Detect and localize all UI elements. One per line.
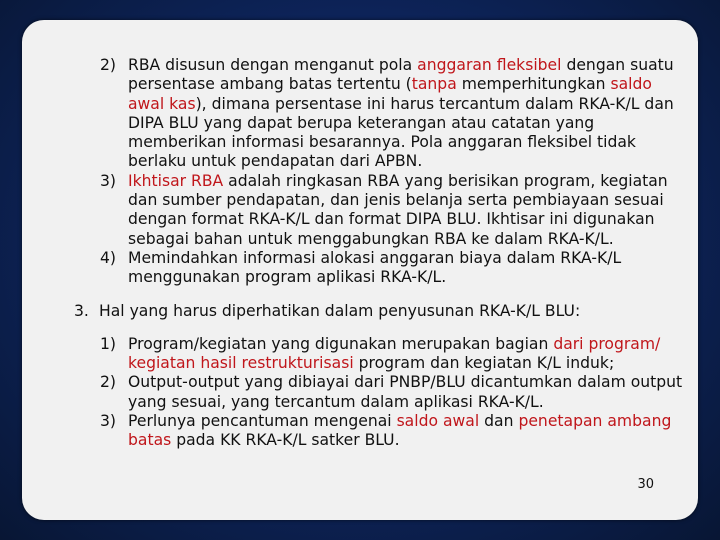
- item-number: 1): [100, 334, 117, 353]
- section-number: 3.: [74, 301, 89, 320]
- item-text: [128, 412, 671, 449]
- text-run: adalah ringkasan RBA yang berisikan program, kegiatan dan sumber pendapatan, dan jenis belanja serta pembiayaan sesuai dengan format RKA-K/L dan format DIPA BLU. Ikhtisar ini digunakan sebagai bahan untuk menggabungkan RBA ke dalam RKA-K/L.: [128, 171, 668, 248]
- list-item: [52, 172, 692, 249]
- text-run: Program/kegiatan yang digunakan merupakan bagian: [128, 334, 554, 353]
- text-run: Output-output yang dibiayai dari PNBP/BLU dicantumkan dalam output yang sesuai, yang tercantum dalam aplikasi RKA-K/L.: [128, 373, 683, 411]
- list-item: [52, 56, 692, 172]
- item-text: [128, 172, 668, 248]
- highlighted-term: dari program/ kegiatan hasil restrukturisasi: [128, 334, 661, 373]
- section-title: Hal yang harus diperhatikan dalam penyusunan RKA-K/L BLU:: [99, 301, 581, 320]
- item-number: 2): [100, 56, 117, 74]
- text-run: Perlunya pencantuman mengenai: [128, 412, 397, 431]
- item-text: [128, 56, 674, 170]
- list-item: [52, 373, 692, 412]
- item-text: [128, 373, 682, 410]
- highlighted-term: penetapan ambang batas: [128, 412, 672, 450]
- slide-content: [52, 56, 692, 451]
- content-panel: [22, 20, 698, 520]
- item-number: 3): [100, 171, 117, 190]
- list-item: [52, 249, 692, 288]
- item-number: 4): [100, 248, 117, 267]
- item-number: 3): [100, 412, 117, 431]
- text-run: program dan kegiatan K/L induk;: [353, 354, 615, 373]
- text-run: dan: [479, 412, 519, 431]
- item-text: [128, 335, 660, 372]
- item-text: [128, 249, 621, 286]
- highlighted-term: tanpa: [411, 75, 457, 94]
- numbered-list-a: [52, 56, 692, 288]
- text-run: ), dimana persentase ini harus tercantum dalam RKA-K/L dan DIPA BLU yang dapat berupa keterangan atau catatan yang memberikan informasi besarannya. Pola anggaran fleksibel tidak berlaku untuk pendapatan dari APBN.: [128, 94, 674, 171]
- list-item: [52, 335, 692, 374]
- highlighted-term: saldo awal kas: [128, 75, 652, 113]
- text-run: pada KK RKA-K/L satker BLU.: [171, 431, 400, 450]
- section-heading: [52, 302, 692, 321]
- text-run: Memindahkan informasi alokasi anggaran biaya dalam RKA-K/L menggunakan program aplikasi RKA-K/L.: [128, 248, 622, 287]
- text-run: dengan suatu persentase ambang batas tertentu (: [128, 56, 674, 94]
- text-run: memperhitungkan: [456, 75, 611, 94]
- page-number: 30: [637, 477, 654, 492]
- list-item: [52, 412, 692, 451]
- numbered-list-b: [52, 335, 692, 451]
- text-run: RBA disusun dengan menganut pola: [128, 56, 418, 74]
- highlighted-term: anggaran fleksibel: [417, 56, 562, 74]
- item-number: 2): [100, 373, 117, 392]
- highlighted-term: Ikhtisar RBA: [128, 171, 224, 190]
- highlighted-term: saldo awal: [396, 412, 480, 431]
